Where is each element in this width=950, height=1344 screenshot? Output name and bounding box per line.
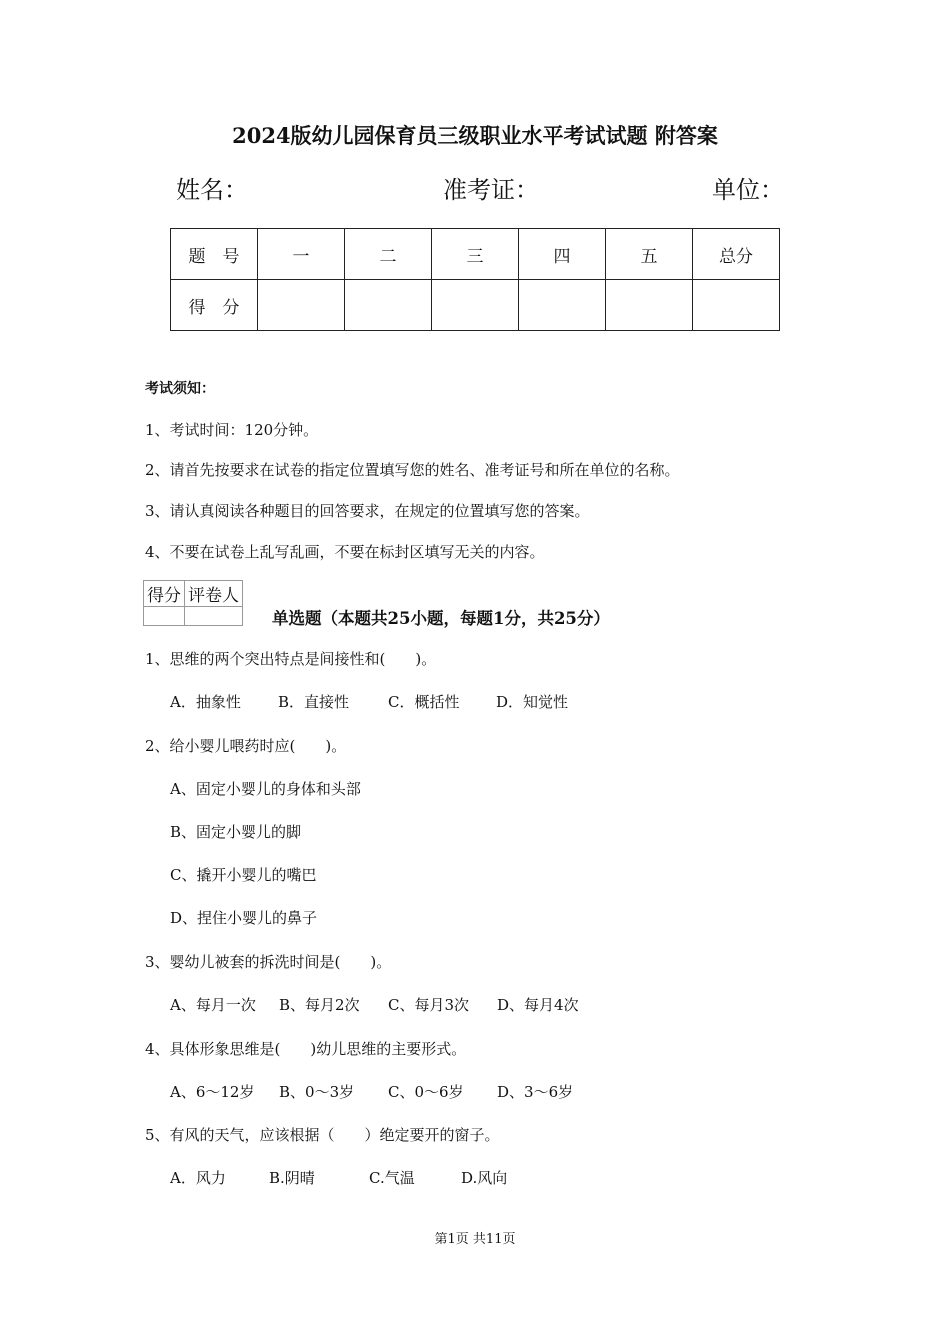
answer-option: A、固定小婴儿的身体和头部 <box>170 780 361 798</box>
score-cell[interactable] <box>345 280 432 331</box>
answer-option: C、撬开小婴儿的嘴巴 <box>170 866 317 884</box>
page-title: 2024版幼儿园保育员三级职业水平考试试题 附答案 <box>232 123 718 148</box>
answer-option: D.风向 <box>461 1169 508 1187</box>
grader-box-grader-label: 评卷人 <box>185 581 243 607</box>
score-table-score-row <box>171 280 780 331</box>
answer-option: D．知觉性 <box>496 693 569 711</box>
question-text: 3、婴幼儿被套的拆洗时间是( )。 <box>145 953 392 971</box>
notice-item: 2、请首先按要求在试卷的指定位置填写您的姓名、准考证号和所在单位的名称。 <box>145 461 680 479</box>
notice-item: 4、不要在试卷上乱写乱画，不要在标封区填写无关的内容。 <box>145 543 545 561</box>
answer-option: A．风力 <box>170 1169 226 1187</box>
score-cell[interactable] <box>258 280 345 331</box>
option-row <box>170 1081 573 1102</box>
answer-option: B、每月2次 <box>279 996 360 1014</box>
answer-option: D、3～6岁 <box>497 1083 574 1101</box>
answer-option: B、固定小婴儿的脚 <box>170 823 302 841</box>
notice-item: 3、请认真阅读各种题目的回答要求，在规定的位置填写您的答案。 <box>145 502 590 520</box>
score-table-header-cell: 二 <box>345 229 432 280</box>
score-cell[interactable] <box>606 280 693 331</box>
score-table-header-cell: 一 <box>258 229 345 280</box>
answer-option: A．抽象性 <box>170 693 241 711</box>
answer-option: D、每月4次 <box>497 996 579 1014</box>
page-footer: 第1页 共11页 <box>434 1232 516 1247</box>
answer-option: B、0～3岁 <box>279 1083 355 1101</box>
question-text: 5、有风的天气，应该根据（ ）绝定要开的窗子。 <box>145 1126 500 1144</box>
grader-box-score-cell[interactable] <box>144 607 185 626</box>
answer-option: C、0～6岁 <box>388 1083 464 1101</box>
score-row-label: 得 分 <box>171 280 258 331</box>
score-table-header-cell: 题 号 <box>171 229 258 280</box>
score-table <box>170 228 780 331</box>
option-row <box>170 994 579 1015</box>
score-table-header-cell: 总分 <box>693 229 780 280</box>
score-table-header-cell: 四 <box>519 229 606 280</box>
notice-heading: 考试须知： <box>145 381 215 397</box>
question-text: 4、具体形象思维是( )幼儿思维的主要形式。 <box>145 1040 467 1058</box>
score-table-header-cell: 五 <box>606 229 693 280</box>
answer-option: A、每月一次 <box>170 996 256 1014</box>
answer-option: B．直接性 <box>278 693 350 711</box>
answer-option: B.阴晴 <box>269 1169 315 1187</box>
name-field-label: 姓名： <box>176 176 248 204</box>
question-text: 1、思维的两个突出特点是间接性和( )。 <box>145 650 437 668</box>
grader-box-score-label: 得分 <box>144 581 185 607</box>
grader-box-grader-cell[interactable] <box>185 607 243 626</box>
score-table-header-row <box>171 229 780 280</box>
score-cell[interactable] <box>519 280 606 331</box>
answer-option: C.气温 <box>369 1169 415 1187</box>
unit-field-label: 单位： <box>712 176 784 204</box>
notice-item: 1、考试时间：120分钟。 <box>145 421 319 439</box>
exam-id-field-label: 准考证： <box>443 176 539 204</box>
score-table-header-cell: 三 <box>432 229 519 280</box>
answer-option: C、每月3次 <box>388 996 470 1014</box>
answer-option: D、捏住小婴儿的鼻子 <box>170 909 318 927</box>
option-row <box>170 1167 507 1188</box>
score-cell[interactable] <box>432 280 519 331</box>
option-row <box>170 691 568 712</box>
section-title: 单选题（本题共25小题，每题1分，共25分） <box>272 609 610 628</box>
score-cell[interactable] <box>693 280 780 331</box>
answer-option: C．概括性 <box>388 693 460 711</box>
question-text: 2、给小婴儿喂药时应( )。 <box>145 737 347 755</box>
grader-box <box>143 580 243 626</box>
answer-option: A、6～12岁 <box>170 1083 255 1101</box>
